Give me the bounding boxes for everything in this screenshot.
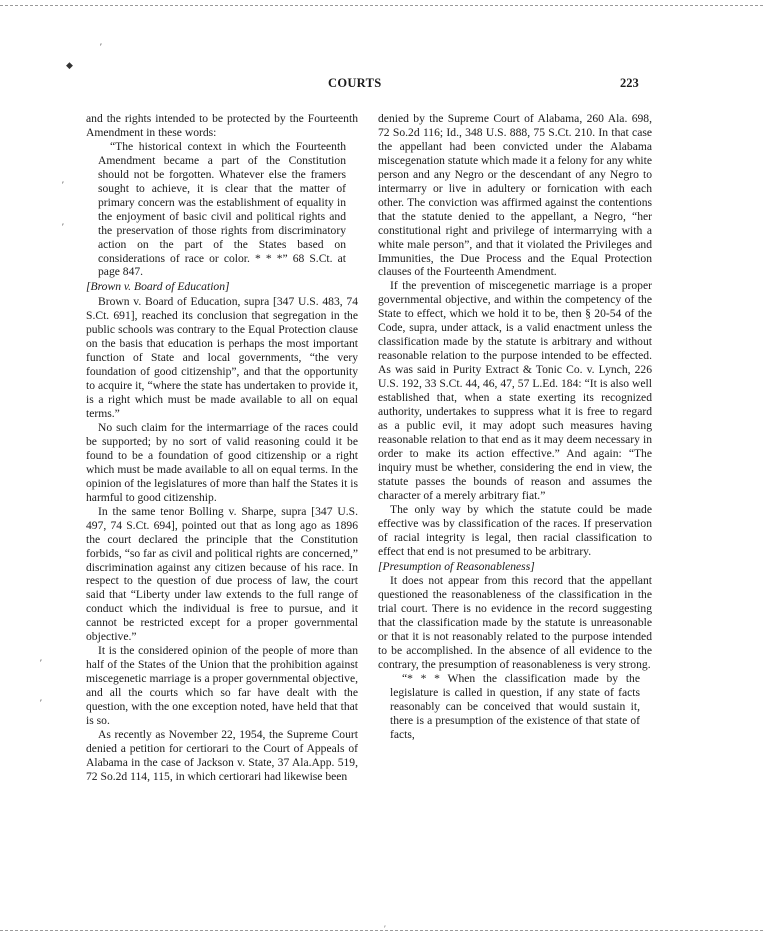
running-title: COURTS: [328, 76, 382, 90]
margin-mark: ′: [100, 42, 102, 52]
top-scan-rule: [0, 5, 763, 6]
block-quote: “The historical context in which the Fourteenth Amendment became a part of the Constitution should not be forgotten. Whatever else the framers sought to achieve, it is clear that the matter of primary concern was the establishment of equality in the enjoyment of basic civil and political rights and the preservation of those rights from discriminatory action on the part of the States based on considerations of race or color. * * *” 68 S.Ct. at page 847.: [98, 139, 346, 279]
section-heading: [Presumption of Reasonableness]: [378, 559, 535, 573]
bottom-scan-rule: [0, 930, 763, 931]
paragraph: The only way by which the statute could be made effective was by classification of the races. If preservation of racial integrity is legal, then racial classification to effect that end is not presumed to be arbitrary.: [378, 502, 652, 558]
margin-mark: ′: [40, 698, 42, 708]
section-heading: [Brown v. Board of Education]: [86, 280, 230, 294]
right-column: [378, 112, 652, 742]
paragraph: In the same tenor Bolling v. Sharpe, supra [347 U.S. 497, 74 S.Ct. 694], pointed out that as long ago as 1896 the court declared the principle that the Constitution forbids, “so far as civil and political rights are concerned,” discrimination against any citizen because of his race. In respect to the question of due process of law, the court said that “Liberty under law extends to the full range of conduct which the individual is free to pursue, and it cannot be restricted except for a proper governmental objective.”: [86, 504, 358, 644]
paragraph: It is the considered opinion of the people of more than half of the States of the Union that the prohibition against miscegenetic marriage is a proper governmental objective, and all the courts which so far have dealt with the question, with the one exception noted, have held that that is so.: [86, 644, 358, 727]
paragraph: Brown v. Board of Education, supra [347 U.S. 483, 74 S.Ct. 691], reached its conclusion that segregation in the public schools was contrary to the Equal Protection clause on the basis that education is perhaps the most important function of State and local governments, “the very foundation of good citizenship”, and that the opportunity to acquire it, “where the state has undertaken to provide it, is a right which must be made available to all on equal terms.”: [86, 295, 358, 421]
paragraph: If the prevention of miscegenetic marriage is a proper governmental objective, and within the competency of the State to effect, which we hold it to be, then § 20-54 of the Code, supra, under attack, is a valid enactment unless the classification made by the statute is arbitrary and without reasonable relation to the purpose intended to be effected. As was said in Purity Extract & Tonic Co. v. Lynch, 226 U.S. 192, 33 S.Ct. 44, 46, 47, 57 L.Ed. 184: “It is also well established that, when a state exerting its recognized authority, undertakes to suppress what it is free to regard as a public evil, it may adopt such measures having reasonable relation to that end as it may deem necessary in order to make its action effective.” And again: “The inquiry must be whether, considering the end in view, the statute passes the bounds of reason and assumes the character of a merely arbitrary fiat.”: [378, 279, 652, 502]
running-head: [0, 76, 763, 92]
block-quote: “* * * When the classification made by the legislature is called in question, if any state of facts reasonably can be conceived that would sustain it, there is a presumption of the existence of that state of facts,: [390, 672, 640, 741]
left-column: [86, 112, 358, 784]
paragraph: As recently as November 22, 1954, the Supreme Court denied a petition for certiorari to the Court of Appeals of Alabama in the case of Jackson v. State, 37 Ala.App. 519, 72 So.2d 114, 115, in which certiorari had likewise been: [86, 727, 358, 783]
bottom-mark: ′: [384, 924, 386, 934]
paragraph: No such claim for the intermarriage of the races could be supported; by no sort of valid reasoning could it be found to be a foundation of good citizenship or a right which must be made available to all on equal terms. In the opinion of the legislatures of more than half the States it is harmful to good citizenship.: [86, 420, 358, 504]
page-number: 223: [620, 76, 639, 90]
margin-mark: ′: [40, 658, 42, 668]
paragraph: and the rights intended to be protected by the Fourteenth Amendment in these words:: [86, 112, 358, 139]
margin-mark: ◆: [66, 60, 73, 70]
margin-mark: ′: [62, 222, 64, 232]
paragraph: denied by the Supreme Court of Alabama, 260 Ala. 698, 72 So.2d 116; Id., 348 U.S. 888, 75 S.Ct. 210. In that case the appellant had been convicted under the Alabama miscegenation statute which made it a felony for any white person and any Negro or the descendant of any Negro to intermarry or live in adultery or fornication with each other. The conviction was affirmed against the contentions that the statute denied to the appellant, a Negro, “her constitutional right and privilege of intermarrying with a white male person”, and that it violated the Privileges and Immunities, the Due Process and the Equal Protection clauses of the Fourteenth Amendment.: [378, 112, 652, 279]
margin-mark: ′: [62, 180, 64, 190]
paragraph: It does not appear from this record that the appellant questioned the reasonableness of the classification in the trial court. There is no evidence in the record suggesting that the classification made by the statute is unreasonable or that it is not reasonably related to the purpose intended to be accomplished. In the absence of all evidence to the contrary, the presumption of reasonableness is very strong.: [378, 574, 652, 672]
